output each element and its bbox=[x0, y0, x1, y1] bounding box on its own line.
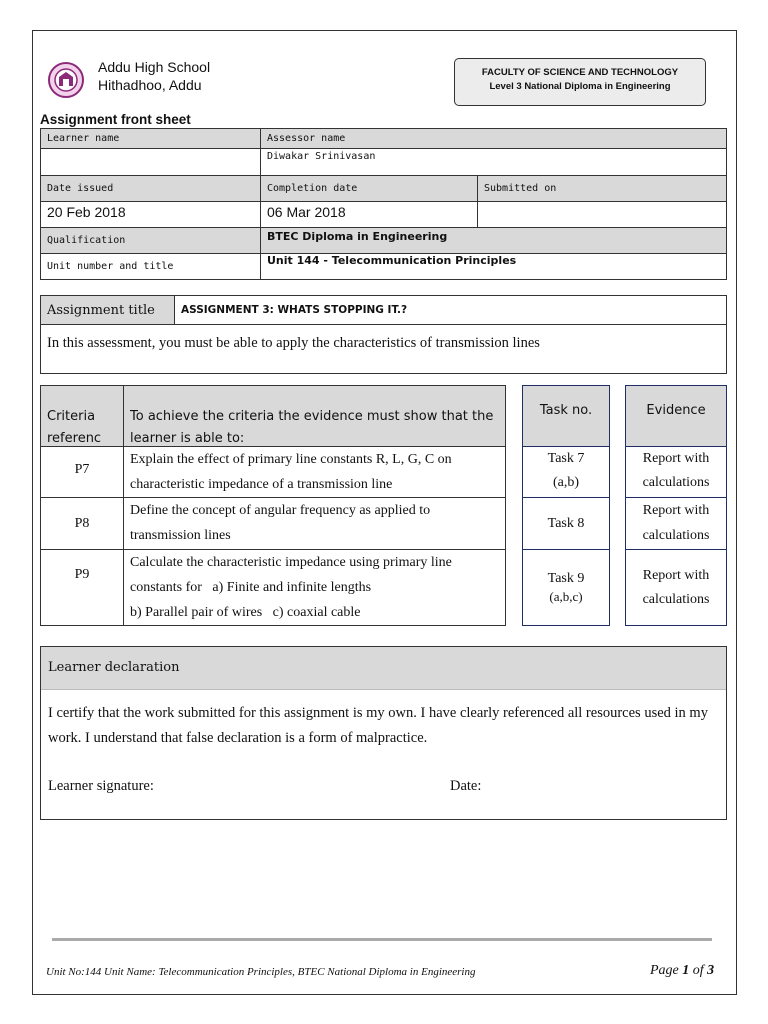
criteria-desc-line: transmission lines bbox=[130, 528, 231, 543]
evidence-desc-header-text: To achieve the criteria the evidence must show that the learner is able to: bbox=[130, 409, 494, 446]
criteria-desc-line: constants for a) Finite and infinite lengths bbox=[130, 580, 372, 595]
task-label: Task 7 bbox=[547, 451, 585, 466]
evidence-desc-header bbox=[124, 386, 506, 447]
faculty-box bbox=[454, 58, 706, 106]
school-header bbox=[98, 58, 210, 94]
submitted-on-label: Submitted on bbox=[478, 176, 727, 202]
criteria-ref: P9 bbox=[41, 550, 124, 626]
signature-label: Learner signature: bbox=[48, 778, 154, 794]
task-cell bbox=[523, 447, 610, 498]
sheet-title: Assignment front sheet bbox=[40, 112, 191, 127]
page-word: Page bbox=[650, 963, 679, 978]
qualification-value: BTEC Diploma in Engineering bbox=[261, 228, 727, 254]
criteria-desc bbox=[124, 550, 506, 626]
evidence-table bbox=[625, 385, 727, 626]
task-parts: (a,b,c) bbox=[549, 588, 583, 604]
date-issued-value: 20 Feb 2018 bbox=[41, 202, 261, 228]
criteria-table bbox=[40, 385, 506, 626]
assignment-description: In this assessment, you must be able to apply the characteristics of transmission lines bbox=[41, 325, 727, 374]
table-row bbox=[41, 498, 506, 550]
evidence-line: Report with bbox=[642, 503, 710, 518]
task-table bbox=[522, 385, 610, 626]
evidence-line: Report with bbox=[642, 451, 710, 466]
page-number bbox=[650, 963, 714, 979]
unit-label: Unit number and title bbox=[41, 254, 261, 280]
criteria-desc-line: characteristic impedance of a transmission line bbox=[130, 477, 393, 492]
evidence-cell bbox=[626, 550, 727, 626]
criteria-ref: P8 bbox=[41, 498, 124, 550]
school-name: Addu High School bbox=[98, 59, 211, 75]
evidence-line: calculations bbox=[642, 528, 710, 543]
footer-divider bbox=[52, 938, 712, 941]
school-crest-icon bbox=[47, 61, 85, 99]
criteria-desc bbox=[124, 447, 506, 498]
page-total: 3 bbox=[707, 963, 715, 978]
evidence-header: Evidence bbox=[626, 386, 727, 447]
page-current: 1 bbox=[682, 963, 690, 978]
assignment-title: ASSIGNMENT 3: WHATS STOPPING IT.? bbox=[175, 296, 727, 325]
assignment-table bbox=[40, 295, 727, 374]
criteria-desc-line: Explain the effect of primary line constants R, L, G, C on bbox=[130, 452, 452, 467]
criteria-desc bbox=[124, 498, 506, 550]
criteria-ref: P7 bbox=[41, 447, 124, 498]
criteria-desc-line: Define the concept of angular frequency as applied to bbox=[130, 503, 431, 518]
date-issued-label: Date issued bbox=[41, 176, 261, 202]
completion-date-value: 06 Mar 2018 bbox=[261, 202, 478, 228]
assessor-name-value: Diwakar Srinivasan bbox=[261, 149, 727, 176]
task-label: Task 9 bbox=[547, 570, 585, 586]
qualification-label: Qualification bbox=[41, 228, 261, 254]
completion-date-label: Completion date bbox=[261, 176, 478, 202]
assignment-title-label: Assignment title bbox=[41, 296, 175, 325]
task-cell bbox=[523, 498, 610, 550]
task-parts: (a,b) bbox=[552, 475, 580, 490]
footer-unit-info: Unit No:144 Unit Name: Telecommunication Principles, BTEC National Diploma in Engineering bbox=[46, 966, 476, 978]
criteria-desc-line: Calculate the characteristic impedance using primary line bbox=[130, 555, 452, 570]
task-cell bbox=[523, 550, 610, 626]
task-label: Task 8 bbox=[547, 516, 585, 531]
criteria-desc-line: b) Parallel pair of wires c) coaxial cable bbox=[130, 605, 361, 620]
faculty-line1: FACULTY OF SCIENCE AND TECHNOLOGY bbox=[481, 67, 679, 78]
evidence-line: Report with bbox=[642, 567, 710, 583]
table-row bbox=[41, 550, 506, 626]
declaration-heading: Learner declaration bbox=[41, 647, 726, 690]
assessor-name-label: Assessor name bbox=[261, 129, 727, 149]
declaration-text: I certify that the work submitted for this assignment is my own. I have clearly referenced all resources used in my work. I understand that false declaration is a form of malpractice. bbox=[48, 705, 708, 746]
evidence-line: calculations bbox=[642, 591, 710, 607]
evidence-line: calculations bbox=[642, 475, 710, 490]
learner-info-table bbox=[40, 128, 727, 280]
task-header: Task no. bbox=[523, 386, 610, 447]
page-of: of bbox=[692, 963, 704, 978]
table-row bbox=[41, 447, 506, 498]
learner-name-label: Learner name bbox=[41, 129, 261, 149]
criteria-header bbox=[41, 386, 124, 447]
evidence-cell bbox=[626, 447, 727, 498]
criteria-header-text: Criteria referenc bbox=[47, 409, 102, 446]
school-location: Hithadhoo, Addu bbox=[98, 77, 202, 93]
evidence-cell bbox=[626, 498, 727, 550]
faculty-line2: Level 3 National Diploma in Engineering bbox=[489, 81, 671, 92]
submitted-on-value[interactable] bbox=[478, 202, 727, 228]
learner-declaration bbox=[40, 646, 727, 820]
learner-name-value[interactable] bbox=[41, 149, 261, 176]
unit-value: Unit 144 - Telecommunication Principles bbox=[261, 254, 727, 280]
date-label: Date: bbox=[450, 778, 482, 794]
